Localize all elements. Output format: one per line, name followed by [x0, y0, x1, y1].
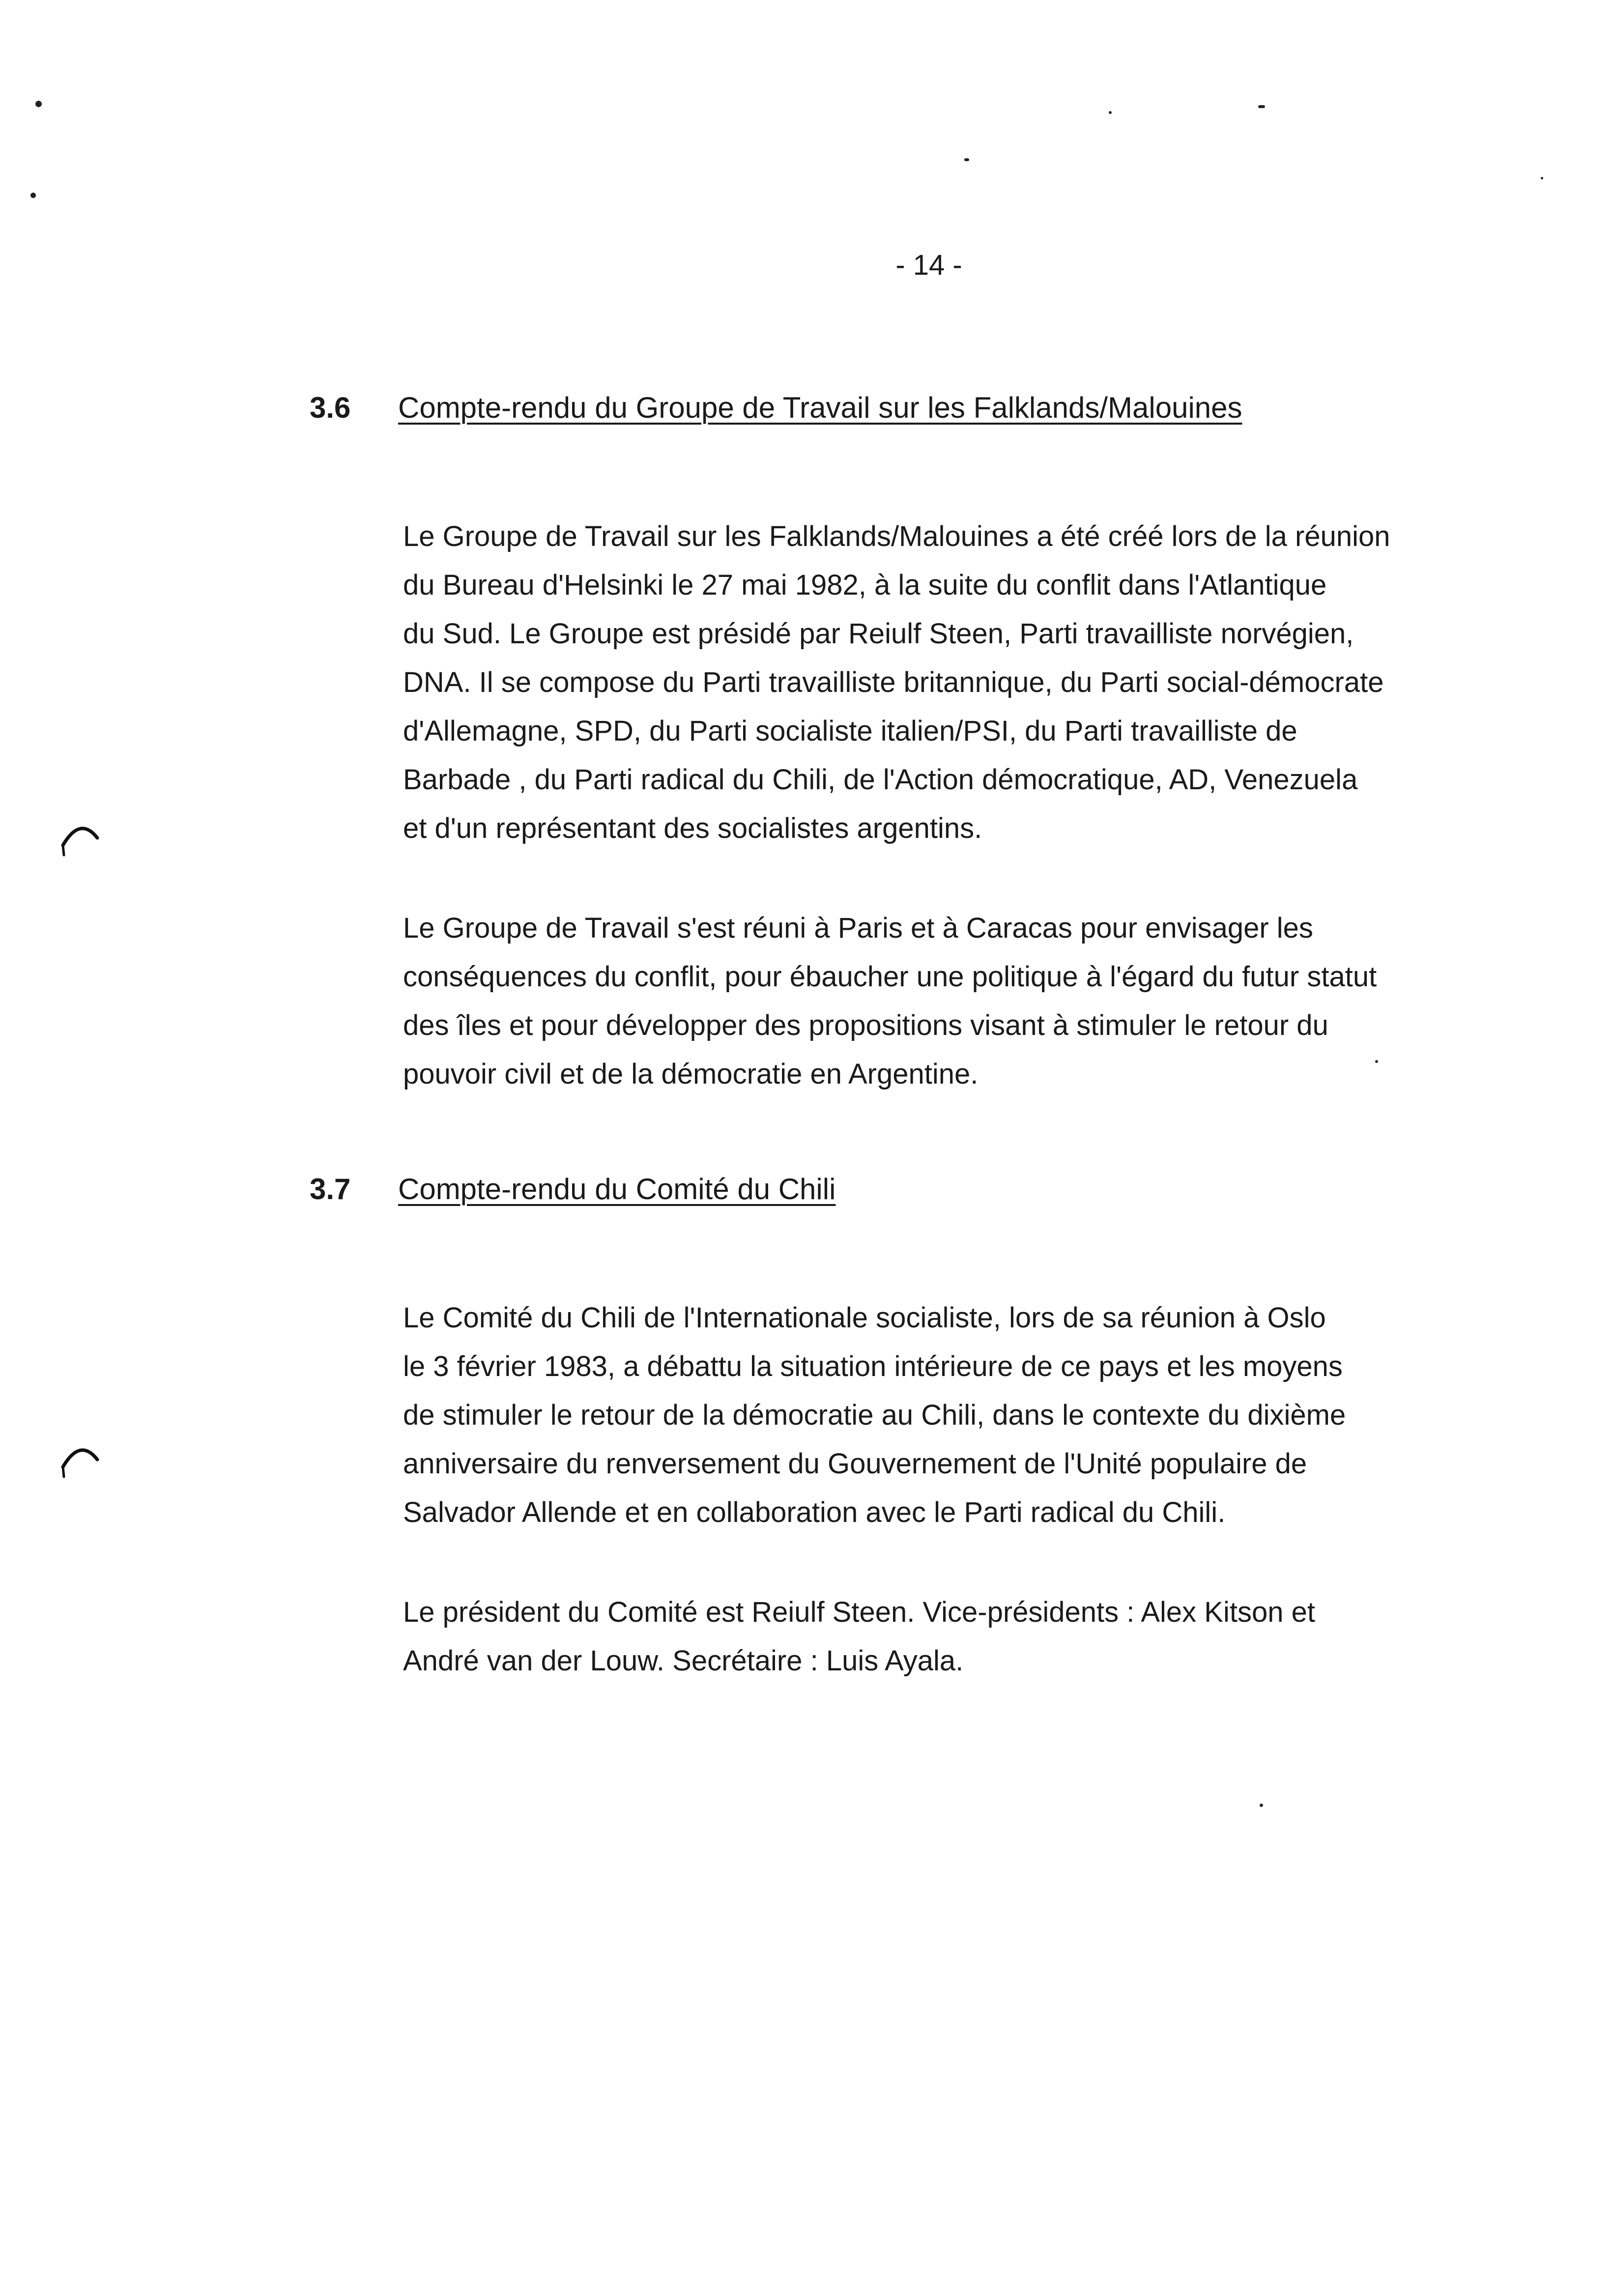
text-line: Salvador Allende et en collaboration avec le Parti radical du Chili. [403, 1496, 1226, 1528]
text-line: le 3 février 1983, a débattu la situation intérieure de ce pays et les moyens [403, 1350, 1343, 1382]
text-line: Le Groupe de Travail sur les Falklands/Malouines a été créé lors de la réunion [403, 520, 1390, 552]
text-line: Le président du Comité est Reiulf Steen. Vice-présidents : Alex Kitson et [403, 1596, 1315, 1628]
scan-dot [1109, 111, 1112, 114]
text-line: Le Comité du Chili de l'Internationale socialiste, lors de sa réunion à Oslo [403, 1302, 1326, 1334]
page-number: - 14 - [895, 249, 962, 281]
punch-hole-mark [58, 1437, 102, 1482]
text-line: pouvoir civil et de la démocratie en Argentine. [403, 1058, 979, 1090]
scan-dot [1260, 1804, 1263, 1807]
section-title: Compte-rendu du Groupe de Travail sur les Falklands/Malouines [398, 391, 1242, 424]
section-number: 3.6 [310, 391, 351, 424]
paragraph [403, 1588, 1563, 1685]
text-line: et d'un représentant des socialistes argentins. [403, 812, 982, 844]
text-line: du Sud. Le Groupe est présidé par Reiulf Steen, Parti travailliste norvégien, [403, 618, 1354, 650]
scan-dot [1258, 105, 1265, 108]
text-line: Le Groupe de Travail s'est réuni à Paris et à Caracas pour envisager les [403, 912, 1313, 944]
scan-dot [964, 158, 969, 161]
punch-hole-mark [58, 816, 102, 860]
paragraph [403, 1293, 1563, 1537]
text-line: anniversaire du renversement du Gouvernement de l'Unité populaire de [403, 1448, 1307, 1480]
text-line: conséquences du conflit, pour ébaucher une politique à l'égard du futur statut [403, 961, 1377, 993]
section-3-7 [310, 1170, 1568, 1685]
scan-dot [35, 101, 42, 107]
scan-dot [30, 193, 36, 198]
section-heading [310, 1170, 1568, 1209]
section-3-6 [310, 388, 1568, 1098]
paragraph [403, 512, 1563, 853]
text-line: DNA. Il se compose du Parti travailliste britannique, du Parti social-démocrate [403, 666, 1384, 698]
scan-dot [1541, 177, 1543, 179]
paragraph [403, 904, 1563, 1098]
section-heading [310, 388, 1568, 428]
section-title: Compte-rendu du Comité du Chili [398, 1173, 836, 1205]
text-line: Barbade , du Parti radical du Chili, de l'Action démocratique, AD, Venezuela [403, 764, 1358, 796]
text-line: André van der Louw. Secrétaire : Luis Ayala. [403, 1645, 964, 1677]
text-line: du Bureau d'Helsinki le 27 mai 1982, à la suite du conflit dans l'Atlantique [403, 569, 1327, 601]
text-line: d'Allemagne, SPD, du Parti socialiste italien/PSI, du Parti travailliste de [403, 715, 1297, 747]
text-line: des îles et pour développer des propositions visant à stimuler le retour du [403, 1009, 1328, 1041]
text-line: de stimuler le retour de la démocratie au Chili, dans le contexte du dixième [403, 1399, 1346, 1431]
section-number: 3.7 [310, 1173, 351, 1205]
